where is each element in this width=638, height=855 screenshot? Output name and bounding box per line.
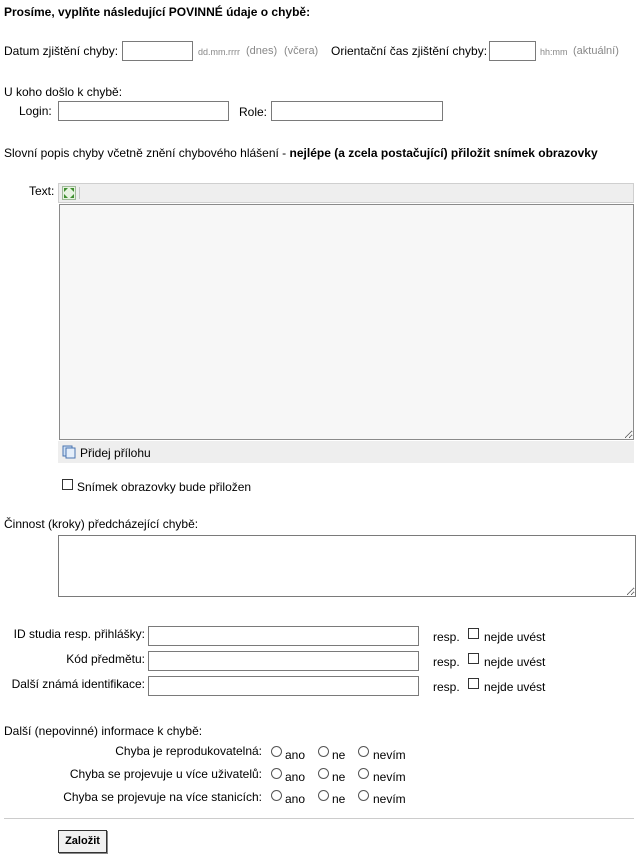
question-label: Chyba se projevuje na více stanicích: [63, 790, 262, 804]
divider [4, 818, 634, 819]
login-input[interactable] [58, 101, 229, 121]
course-code-input[interactable] [148, 651, 419, 671]
toolbar-divider [79, 187, 80, 199]
other-id-input[interactable] [148, 676, 419, 696]
text-editor[interactable] [59, 204, 634, 440]
reproducible-unknown-radio[interactable] [358, 746, 369, 757]
option-label: ano [285, 770, 306, 784]
option-label: nevím [373, 792, 406, 806]
reproducible-no-radio[interactable] [318, 746, 329, 757]
steps-textarea[interactable] [58, 535, 636, 597]
text-label: Text: [29, 184, 55, 198]
role-label: Role: [239, 105, 268, 119]
na-label: nejde uvést [484, 655, 546, 669]
study-id-na-checkbox[interactable] [468, 628, 479, 639]
submit-button[interactable]: Založit [58, 830, 107, 853]
date-today-link[interactable]: (dnes) [246, 45, 278, 57]
time-format-hint: hh:mm [540, 47, 568, 57]
multiple-stations-yes-radio[interactable] [271, 790, 282, 801]
option-label: ne [332, 792, 346, 806]
optional-label: Další (nepovinné) informace k chybě: [4, 724, 203, 738]
option-label: nevím [373, 748, 406, 762]
date-input[interactable] [122, 41, 193, 61]
multiple-users-yes-radio[interactable] [271, 768, 282, 779]
screenshot-checkbox[interactable] [62, 479, 73, 490]
resp-label: resp. [433, 655, 460, 669]
option-label: ano [285, 792, 306, 806]
other-id-na-checkbox[interactable] [468, 678, 479, 689]
login-label: Login: [19, 104, 52, 118]
editor-footer [58, 441, 634, 463]
option-label: ne [332, 770, 346, 784]
steps-label: Činnost (kroky) předcházející chybě: [4, 517, 199, 531]
who-section-label: U koho došlo k chybě: [4, 85, 123, 99]
na-label: nejde uvést [484, 680, 546, 694]
resp-label: resp. [433, 680, 460, 694]
multiple-users-unknown-radio[interactable] [358, 768, 369, 779]
description-heading [4, 146, 598, 160]
option-label: nevím [373, 770, 406, 784]
na-label: nejde uvést [484, 630, 546, 644]
attach-link[interactable]: Přidej přílohu [80, 446, 151, 460]
role-input[interactable] [271, 101, 443, 121]
id-row-label: ID studia resp. přihlášky: [13, 627, 145, 641]
date-format-hint: dd.mm.rrrr [198, 47, 240, 57]
reproducible-yes-radio[interactable] [271, 746, 282, 757]
date-yesterday-link[interactable]: (včera) [284, 45, 319, 57]
time-label: Orientační čas zjištění chyby: [331, 44, 488, 58]
expand-icon[interactable] [62, 186, 76, 200]
form-heading: Prosíme, vyplňte následující POVINNÉ údaje o chybě: [4, 5, 311, 19]
multiple-stations-no-radio[interactable] [318, 790, 329, 801]
course-code-na-checkbox[interactable] [468, 653, 479, 664]
time-current-link[interactable]: (aktuální) [573, 45, 619, 57]
id-row-label: Kód předmětu: [66, 652, 145, 666]
multiple-users-no-radio[interactable] [318, 768, 329, 779]
question-label: Chyba se projevuje u více uživatelů: [69, 767, 262, 781]
editor-toolbar [58, 183, 634, 203]
option-label: ne [332, 748, 346, 762]
id-row-label: Další známá identifikace: [11, 677, 145, 691]
time-input[interactable] [489, 41, 536, 61]
attachment-icon[interactable] [62, 445, 76, 459]
screenshot-checkbox-label: Snímek obrazovky bude přiložen [77, 480, 252, 494]
study-id-input[interactable] [148, 626, 419, 646]
question-label: Chyba je reprodukovatelná: [115, 744, 262, 758]
option-label: ano [285, 748, 306, 762]
description-prefix: Slovní popis chyby včetně znění chybového hlášení - [4, 146, 290, 160]
multiple-stations-unknown-radio[interactable] [358, 790, 369, 801]
description-bold: nejlépe (a zcela postačující) přiložit snímek obrazovky [289, 146, 598, 160]
date-label: Datum zjištění chyby: [4, 44, 119, 58]
resp-label: resp. [433, 630, 460, 644]
